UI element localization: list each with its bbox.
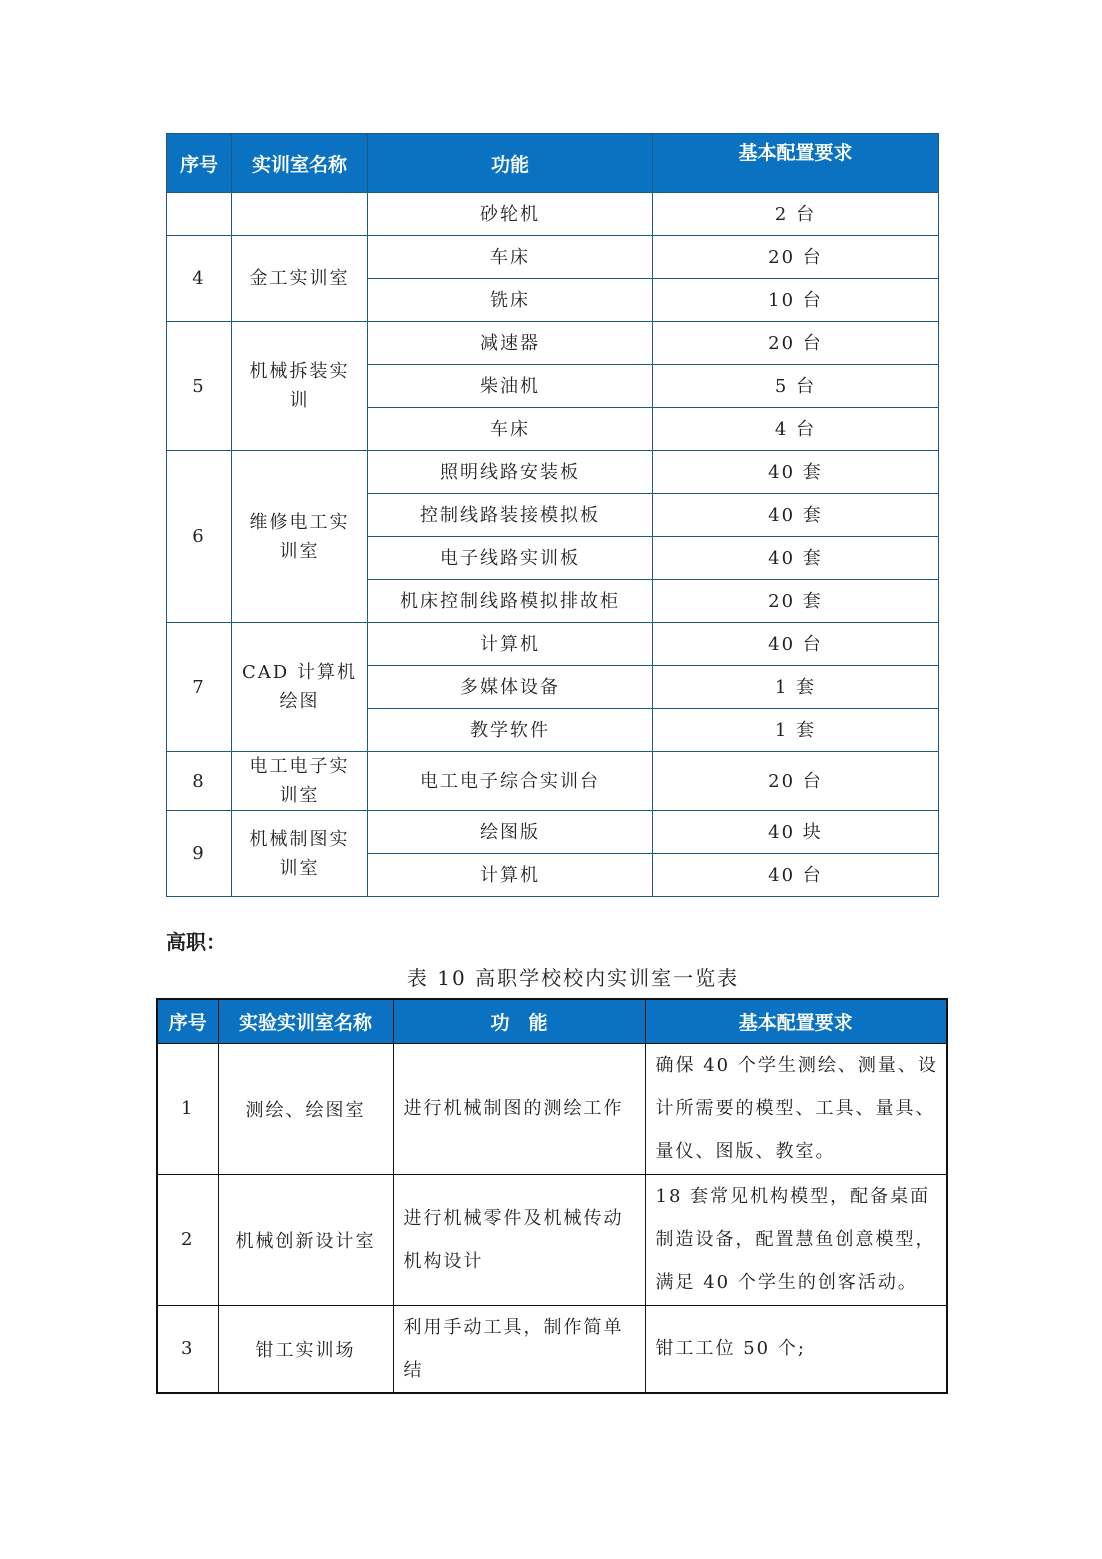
- table-row: [157, 1305, 947, 1393]
- cell-function: 计算机: [368, 623, 653, 666]
- cell-function: 教学软件: [368, 709, 653, 752]
- cell-function: 砂轮机: [368, 193, 653, 236]
- section-label: 高职：: [166, 930, 226, 954]
- cell-requirement: 10 台: [653, 279, 939, 322]
- table-header-row: [157, 999, 947, 1043]
- cell-no: 4: [167, 236, 232, 322]
- cell-no: 1: [157, 1043, 218, 1174]
- cell-no: 7: [167, 623, 232, 752]
- table-row: [167, 193, 939, 236]
- cell-requirement: 40 块: [653, 811, 939, 854]
- cell-name: 机械拆装实训: [232, 322, 368, 451]
- cell-requirement: 4 台: [653, 408, 939, 451]
- table-caption: 表 10 高职学校校内实训室一览表: [406, 966, 740, 990]
- cell-no: 2: [157, 1174, 218, 1305]
- cell-function: 车床: [368, 236, 653, 279]
- cell-requirement: 钳工工位 50 个;: [645, 1305, 947, 1393]
- cell-no: 5: [167, 322, 232, 451]
- cell-function: 柴油机: [368, 365, 653, 408]
- cell-name: 电工电子实训室: [232, 752, 368, 811]
- cell-requirement: 20 台: [653, 322, 939, 365]
- table-row: [167, 623, 939, 666]
- table-row: [167, 451, 939, 494]
- cell-function: 控制线路装接模拟板: [368, 494, 653, 537]
- cell-function: 多媒体设备: [368, 666, 653, 709]
- cell-requirement: 18 套常见机构模型，配备桌面制造设备，配置慧鱼创意模型，满足 40 个学生的创客活动。: [645, 1174, 947, 1305]
- cell-function: 照明线路安装板: [368, 451, 653, 494]
- cell-no: 6: [167, 451, 232, 623]
- cell-function: 进行机械制图的测绘工作: [393, 1043, 645, 1174]
- cell-function: 车床: [368, 408, 653, 451]
- table-row: [167, 811, 939, 854]
- cell-requirement: 20 套: [653, 580, 939, 623]
- table-header-row: [167, 134, 939, 193]
- cell-name: 机械创新设计室: [218, 1174, 393, 1305]
- header-name: 实验实训室名称: [218, 999, 393, 1043]
- cell-name: 钳工实训场: [218, 1305, 393, 1393]
- cell-function: 电工电子综合实训台: [368, 752, 653, 811]
- cell-function: 进行机械零件及机械传动机构设计: [393, 1174, 645, 1305]
- cell-requirement: 1 套: [653, 709, 939, 752]
- cell-name: 维修电工实训室: [232, 451, 368, 623]
- cell-function: 电子线路实训板: [368, 537, 653, 580]
- table-row: [167, 752, 939, 811]
- table-row: [167, 236, 939, 279]
- header-function: 功 能: [393, 999, 645, 1043]
- cell-requirement: 20 台: [653, 752, 939, 811]
- cell-requirement: 1 套: [653, 666, 939, 709]
- cell-requirement: 2 台: [653, 193, 939, 236]
- cell-requirement: 20 台: [653, 236, 939, 279]
- header-no: 序号: [167, 134, 232, 193]
- cell-no: 9: [167, 811, 232, 897]
- cell-requirement: 40 套: [653, 494, 939, 537]
- cell-requirement: 40 套: [653, 537, 939, 580]
- cell-requirement: 40 套: [653, 451, 939, 494]
- cell-requirement: 确保 40 个学生测绘、测量、设计所需要的模型、工具、量具、量仪、图版、教室。: [645, 1043, 947, 1174]
- cell-name: CAD 计算机绘图: [232, 623, 368, 752]
- cell-no: 8: [167, 752, 232, 811]
- table-row: [157, 1174, 947, 1305]
- cell-function: 计算机: [368, 854, 653, 897]
- cell-no: 3: [157, 1305, 218, 1393]
- cell-name: 机械制图实训室: [232, 811, 368, 897]
- cell-function: 绘图版: [368, 811, 653, 854]
- table-row: [157, 1043, 947, 1174]
- cell-function: 减速器: [368, 322, 653, 365]
- header-name: 实训室名称: [232, 134, 368, 193]
- header-requirement: 基本配置要求: [645, 999, 947, 1043]
- lab-equipment-table: [166, 133, 939, 897]
- cell-requirement: 40 台: [653, 623, 939, 666]
- cell-function: 利用手动工具，制作简单结: [393, 1305, 645, 1393]
- cell-name: 测绘、绘图室: [218, 1043, 393, 1174]
- cell-name: 金工实训室: [232, 236, 368, 322]
- cell-requirement: 5 台: [653, 365, 939, 408]
- header-function: 功能: [368, 134, 653, 193]
- header-no: 序号: [157, 999, 218, 1043]
- cell-function: 机床控制线路模拟排故柜: [368, 580, 653, 623]
- table-row: [167, 322, 939, 365]
- cell-requirement: 40 台: [653, 854, 939, 897]
- cell-function: 铣床: [368, 279, 653, 322]
- header-requirement: 基本配置要求: [653, 134, 939, 193]
- vocational-lab-table: [156, 998, 948, 1394]
